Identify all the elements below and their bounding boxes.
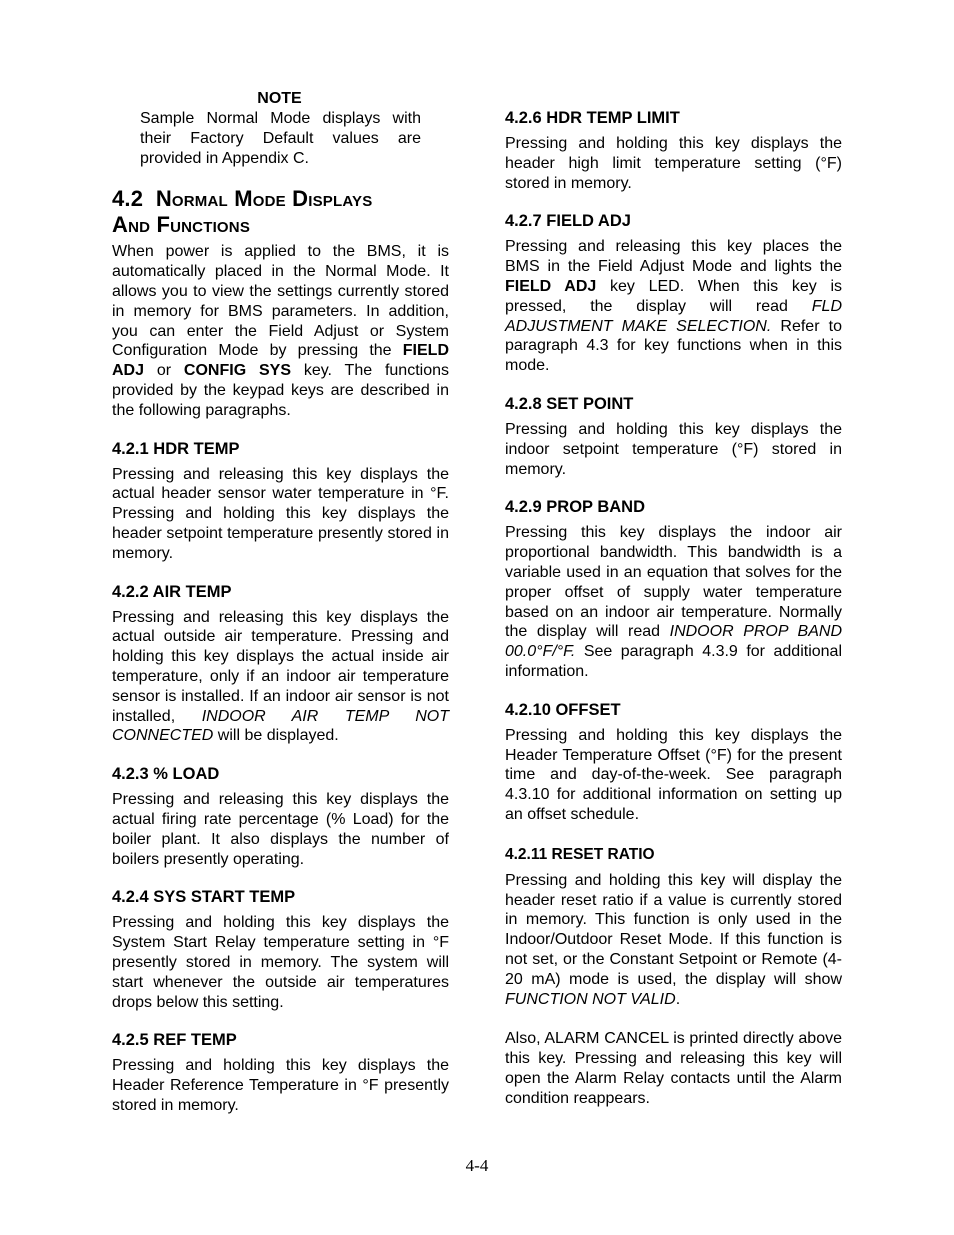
page-number: 4-4 xyxy=(465,1156,489,1175)
heading-4-2-10: 4.2.10 OFFSET xyxy=(505,700,621,719)
heading-4-2-3: 4.2.3 % LOAD xyxy=(112,765,220,784)
heading-4-2-11: 4.2.11 RESET RATIO xyxy=(505,845,655,863)
body-4-2-3: Pressing and releasing this key displays the actual firing rate percentage (% Load) for the boiler plant. It also displays the number of boilers presently operating. xyxy=(112,791,449,868)
heading-4-2-9: 4.2.9 PROP BAND xyxy=(505,498,645,517)
body-4-2-7: Pressing and releasing this key places the BMS in the Field Adjust Mode and lights the FIELD ADJ key LED. When this key is pressed, the display will read FLD ADJUSTMENT MAKE SELECTION. Refer to paragraph 4.3 for key functions when in this mode. xyxy=(505,238,842,375)
body-4-2-6: Pressing and holding this key displays the header high limit temperature setting (°F) stored in memory. xyxy=(505,135,842,192)
heading-4-2-5: 4.2.5 REF TEMP xyxy=(112,1031,237,1050)
body-4-2-10: Pressing and holding this key displays the Header Temperature Offset (°F) for the present time and day-of-the-week. See paragraph 4.3.10 for additional information on setting up an offset schedule. xyxy=(505,726,842,823)
body-4-2-11: Pressing and holding this key will display the header reset ratio if a value is currently stored in memory. This function is only used in the Indoor/Outdoor Reset Mode. If this function is not set, or the Constant Setpoint or Remote (4-20 mA) mode is used, the display will show FUNCTION NOT VALID. xyxy=(505,871,842,1008)
body-4-2-4: Pressing and holding this key displays the System Start Relay temperature setting in °F presently stored in memory. The system will start whenever the outside air temperatures drops below this setting. xyxy=(112,914,449,1011)
left-column xyxy=(112,86,449,1116)
section-title-line2: And Functions xyxy=(112,212,251,238)
body-4-2-5: Pressing and holding this key displays the Header Reference Temperature in °F presently stored in memory. xyxy=(112,1057,449,1114)
note-title: NOTE xyxy=(257,90,302,107)
note-body: Sample Normal Mode displays with their Factory Default values are provided in Appendix C. xyxy=(140,110,421,167)
body-4-2-8: Pressing and holding this key displays the indoor setpoint temperature (°F) stored in memory. xyxy=(505,420,842,478)
section-number: 4.2 xyxy=(112,186,144,212)
section-title-line1: Normal Mode Displays xyxy=(155,186,373,212)
heading-4-2-4: 4.2.4 SYS START TEMP xyxy=(112,888,296,907)
section-heading xyxy=(112,186,449,238)
section-intro: When power is applied to the BMS, it is automatically placed in the Normal Mode. It allows you to view the settings currently stored in memory for BMS parameters. In addition, you can enter the Field Adjust or System Configuration Mode by pressing the FIELD ADJ or CONFIG SYS key. The functions provided by the keypad keys are described in the following paragraphs. xyxy=(112,243,449,419)
heading-4-2-8: 4.2.8 SET POINT xyxy=(505,394,634,413)
body-4-2-2: Pressing and releasing this key displays the actual outside air temperature. Pressing and holding this key displays the actual inside air temperature, only if an indoor air temperature sensor is installed. If an indoor air sensor is not installed, INDOOR AIR TEMP NOT CONNECTED will be displayed. xyxy=(112,608,449,745)
body-4-2-1: Pressing and releasing this key displays the actual header sensor water temperature in °F. Pressing and holding this key displays the header setpoint temperature presently stored in memory. xyxy=(112,465,449,562)
body-4-2-9: Pressing this key displays the indoor air proportional bandwidth. This bandwidth is a variable used in an equation that solves for the proper offset of supply water temperature based on an indoor air temperature. Normally the display will read INDOOR PROP BAND 00.0°F/°F. See paragraph 4.3.9 for additional information. xyxy=(505,524,842,680)
heading-4-2-1: 4.2.1 HDR TEMP xyxy=(112,439,240,458)
heading-4-2-6: 4.2.6 HDR TEMP LIMIT xyxy=(505,109,680,127)
heading-4-2-2: 4.2.2 AIR TEMP xyxy=(112,582,232,601)
body-4-2-11-alarm: Also, ALARM CANCEL is printed directly above this key. Pressing and releasing this key will open the Alarm Relay contacts until the Alarm condition reappears. xyxy=(505,1030,842,1107)
right-column xyxy=(505,86,842,1108)
heading-4-2-7: 4.2.7 FIELD ADJ xyxy=(505,212,631,231)
